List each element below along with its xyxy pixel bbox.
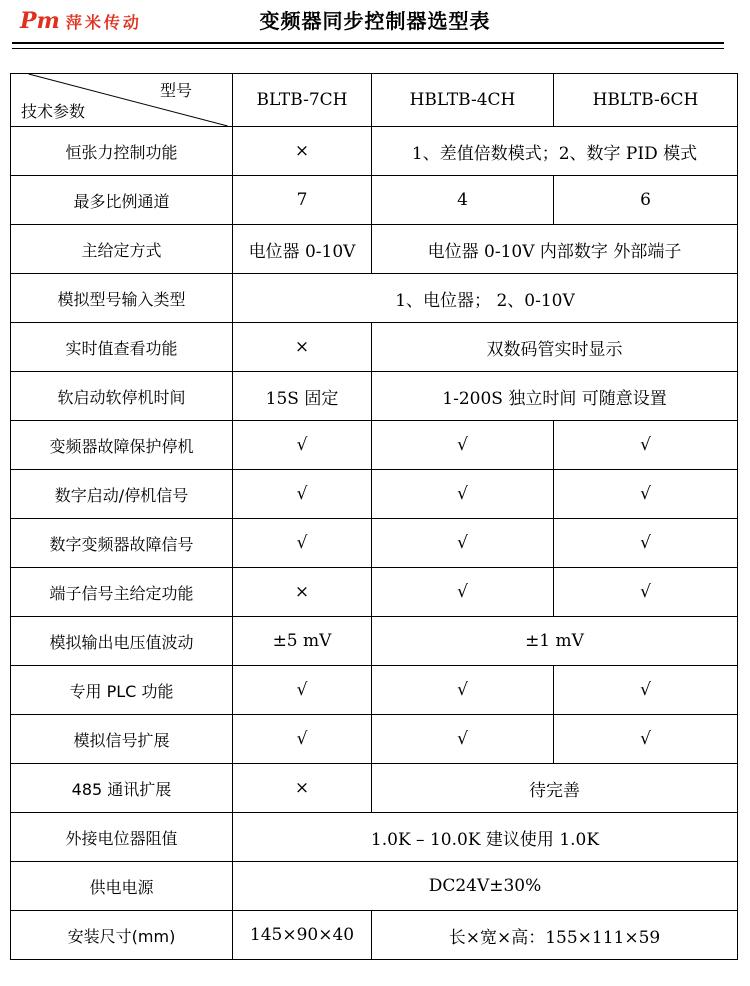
value-cell: √ [233,421,372,470]
table-row [11,862,738,911]
table-row [11,617,738,666]
value-cell: √ [554,421,738,470]
value-cell: √ [233,519,372,568]
value-cell: √ [372,666,554,715]
value-cell: 145×90×40 [233,911,372,960]
param-cell: 端子信号主给定功能 [11,568,233,617]
value-cell: ±1 mV [372,617,738,666]
value-cell: √ [233,666,372,715]
header-rule-thick [12,42,724,44]
param-cell: 专用 PLC 功能 [11,666,233,715]
value-cell: √ [554,666,738,715]
value-cell: √ [372,568,554,617]
value-cell: × [233,323,372,372]
value-cell: ±5 mV [233,617,372,666]
logo-mark: Pm [20,8,60,34]
param-cell: 供电电源 [11,862,233,911]
selection-table-body [11,74,738,960]
value-cell: × [233,127,372,176]
param-cell: 变频器故障保护停机 [11,421,233,470]
value-cell: √ [554,519,738,568]
logo-text: 萍米传动 [65,13,142,32]
value-cell: √ [233,470,372,519]
value-cell: √ [554,568,738,617]
value-cell: × [233,764,372,813]
model-header: HBLTB-6CH [554,74,738,127]
value-cell: √ [554,470,738,519]
value-cell: √ [372,421,554,470]
param-cell: 485 通讯扩展 [11,764,233,813]
param-cell: 恒张力控制功能 [11,127,233,176]
table-row [11,715,738,764]
value-cell: 15S 固定 [233,372,372,421]
value-cell: √ [233,715,372,764]
table-row [11,225,738,274]
table-row [11,519,738,568]
value-cell: 1、电位器； 2、0-10V [233,274,738,323]
value-cell: 电位器 0-10V [233,225,372,274]
corner-cell [11,74,233,127]
selection-table [10,73,738,960]
table-row [11,911,738,960]
table-row [11,813,738,862]
param-cell: 外接电位器阻值 [11,813,233,862]
model-header: BLTB-7CH [233,74,372,127]
page-title: 变频器同步控制器选型表 [259,9,491,33]
table-row [11,176,738,225]
param-cell: 模拟型号输入类型 [11,274,233,323]
value-cell: 1、差值倍数模式；2、数字 PID 模式 [372,127,738,176]
value-cell: √ [372,715,554,764]
page-header [0,0,750,60]
corner-label-model: 型号 [159,81,192,100]
value-cell: 电位器 0-10V 内部数字 外部端子 [372,225,738,274]
value-cell: 7 [233,176,372,225]
value-cell: 6 [554,176,738,225]
table-row [11,127,738,176]
value-cell: √ [372,470,554,519]
value-cell: 双数码管实时显示 [372,323,738,372]
value-cell: × [233,568,372,617]
header-rule-thin [12,48,724,49]
value-cell: 待完善 [372,764,738,813]
param-cell: 模拟信号扩展 [11,715,233,764]
table-row [11,764,738,813]
corner-label-params: 技术参数 [21,102,86,121]
value-cell: 1.0K – 10.0K 建议使用 1.0K [233,813,738,862]
value-cell: 4 [372,176,554,225]
table-header-row [11,74,738,127]
param-cell: 最多比例通道 [11,176,233,225]
param-cell: 模拟输出电压值波动 [11,617,233,666]
value-cell: 长×宽×高：155×111×59 [372,911,738,960]
value-cell: 1-200S 独立时间 可随意设置 [372,372,738,421]
param-cell: 软启动软停机时间 [11,372,233,421]
param-cell: 实时值查看功能 [11,323,233,372]
value-cell: √ [372,519,554,568]
table-row [11,274,738,323]
table-row [11,666,738,715]
param-cell: 主给定方式 [11,225,233,274]
value-cell: √ [554,715,738,764]
model-header: HBLTB-4CH [372,74,554,127]
param-cell: 数字启动/停机信号 [11,470,233,519]
table-row [11,470,738,519]
table-row [11,568,738,617]
table-row [11,421,738,470]
value-cell: DC24V±30% [233,862,738,911]
table-row [11,372,738,421]
param-cell: 安装尺寸(mm) [11,911,233,960]
param-cell: 数字变频器故障信号 [11,519,233,568]
table-row [11,323,738,372]
